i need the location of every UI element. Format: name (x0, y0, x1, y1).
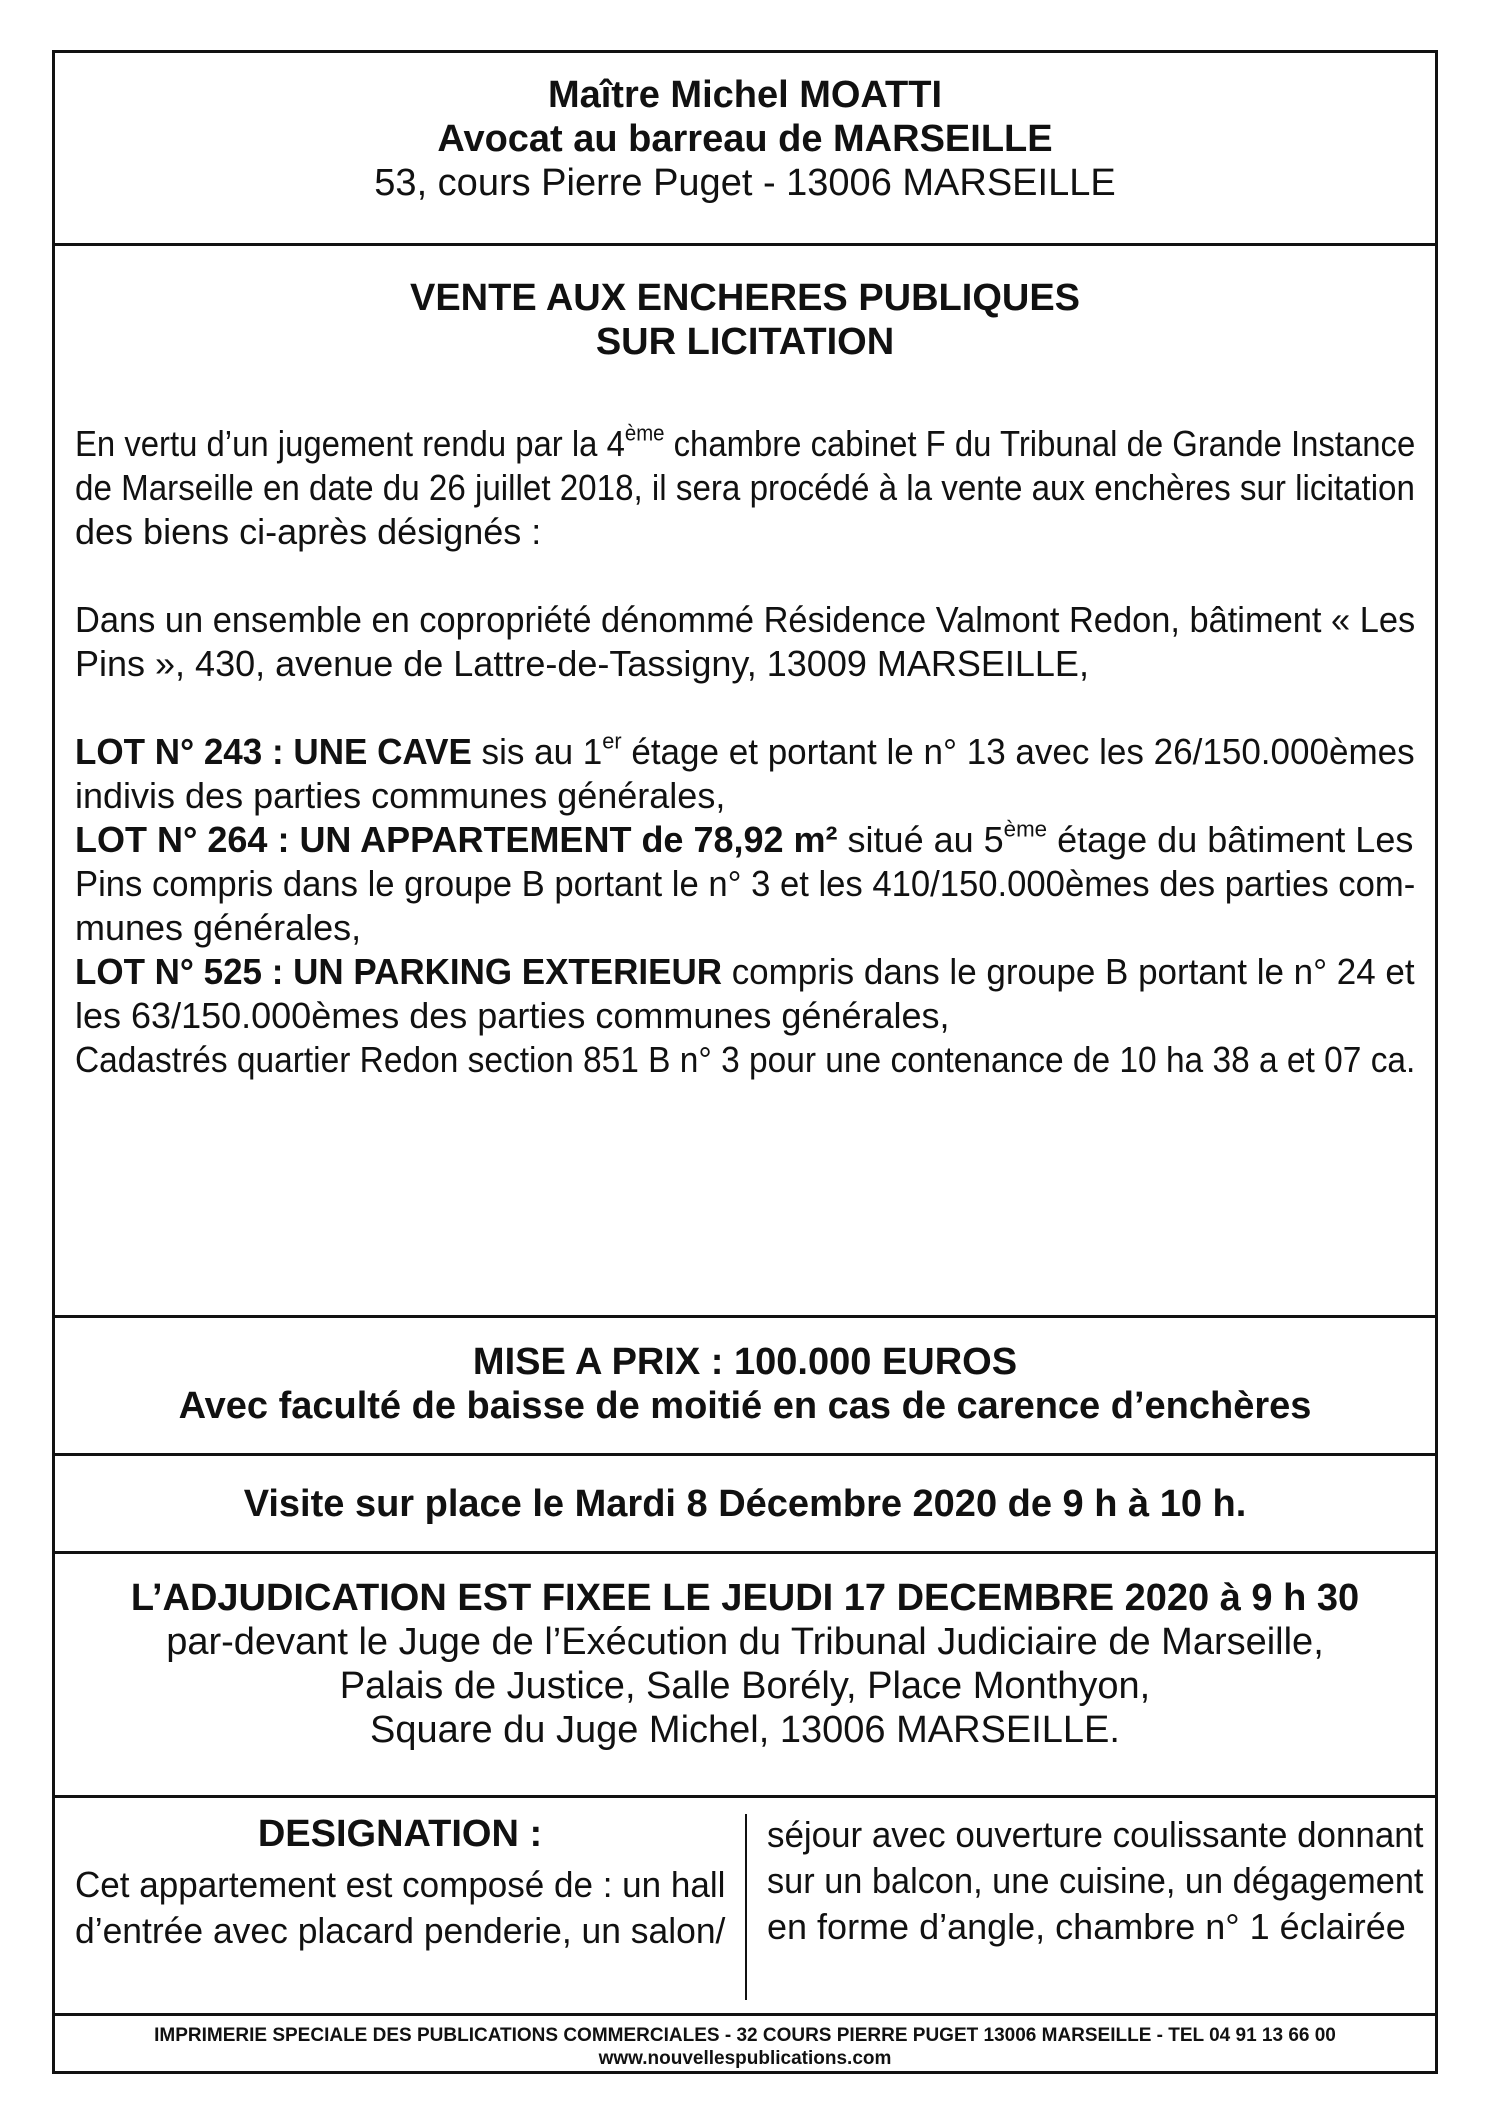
lawyer-name: Maître Michel MOATTI (547, 74, 943, 116)
adjudication-title: L’ADJUDICATION EST FIXEE LE JEUDI 17 DECEMBRE 2020 à 9 h 30 (130, 1577, 1360, 1619)
sale-title (55, 246, 1435, 364)
location-paragraph: Dans un ensemble en copropriété dénommé Résidence Valmont Redon, bâtiment « Les Pins », 430, avenue de Lattre-de-Tassigny, 13009 MARSEILLE, (75, 599, 1416, 684)
visit-text: Visite sur place le Mardi 8 Décembre 2020 de 9 h à 10 h. (243, 1483, 1247, 1525)
printer-footer (55, 2013, 1435, 2077)
sale-title-line1: VENTE AUX ENCHERES PUBLIQUES (409, 277, 1081, 319)
lawyer-header (55, 53, 1435, 246)
notice-frame (52, 50, 1438, 2074)
starting-price: MISE A PRIX : 100.000 EUROS (472, 1341, 1018, 1383)
adjudication-line1: par-devant le Juge de l’Exécution du Tribunal Judiciaire de Marseille, (166, 1621, 1324, 1663)
cadastre: Cadastrés quartier Redon section 851 B n° 3 pour une contenance de 10 ha 38 a et 07 ca. (75, 1039, 1416, 1080)
column-divider (745, 1814, 747, 2000)
printer-info: IMPRIMERIE SPECIALE DES PUBLICATIONS COMMERCIALES - 32 COURS PIERRE PUGET 13006 MARSEILLE - TEL 04 91 13 66 00 (154, 2025, 1336, 2046)
sale-body (75, 422, 1415, 1082)
lawyer-title: Avocat au barreau de MARSEILLE (437, 118, 1053, 160)
designation-right-column: séjour avec ouverture coulissante donnant sur un balcon, une cuisine, un dégagement en forme d’angle, chambre n° 1 éclairée (767, 1814, 1424, 1947)
adjudication-line2: Palais de Justice, Salle Borély, Place Monthyon, (339, 1665, 1151, 1707)
visit-section (55, 1456, 1435, 1554)
adjudication-line3: Square du Juge Michel, 13006 MARSEILLE. (370, 1709, 1120, 1751)
lot-243: LOT N° 243 : UNE CAVE sis au 1er étage et portant le n° 13 avec les 26/150.000èmes indivis des parties communes générales, (75, 728, 1415, 816)
intro-paragraph: En vertu d’un jugement rendu par la 4ème chambre cabinet F du Tribunal de Grande Instance de Marseille en date du 26 juillet 2018, il sera procédé à la vente aux enchères sur licitation des biens ci-après désignés : (75, 420, 1416, 552)
lot-264: LOT N° 264 : UN APPARTEMENT de 78,92 m² situé au 5ème étage du bâtiment Les Pins compris dans le groupe B portant le n° 3 et les 410/150.000èmes des parties com- munes générales, (75, 816, 1416, 948)
sale-title-line2: SUR LICITATION (595, 321, 895, 363)
price-reduction-note: Avec faculté de baisse de moitié en cas de carence d’enchères (178, 1385, 1312, 1427)
designation-left-column (75, 1798, 725, 1954)
designation-left-text: Cet appartement est composé de : un hall d’entrée avec placard penderie, un salon/ (75, 1864, 726, 1951)
designation-section (55, 1798, 1435, 2013)
printer-website[interactable]: www.nouvellespublications.com (598, 2048, 892, 2069)
sale-description (55, 246, 1435, 1318)
adjudication-section (55, 1554, 1435, 1798)
designation-heading: DESIGNATION : (257, 1813, 543, 1855)
lot-525: LOT N° 525 : UN PARKING EXTERIEUR compris dans le groupe B portant le n° 24 et les 63/150.000èmes des parties communes générales, (75, 951, 1415, 1036)
lawyer-address: 53, cours Pierre Puget - 13006 MARSEILLE (374, 162, 1116, 204)
price-section (55, 1318, 1435, 1456)
